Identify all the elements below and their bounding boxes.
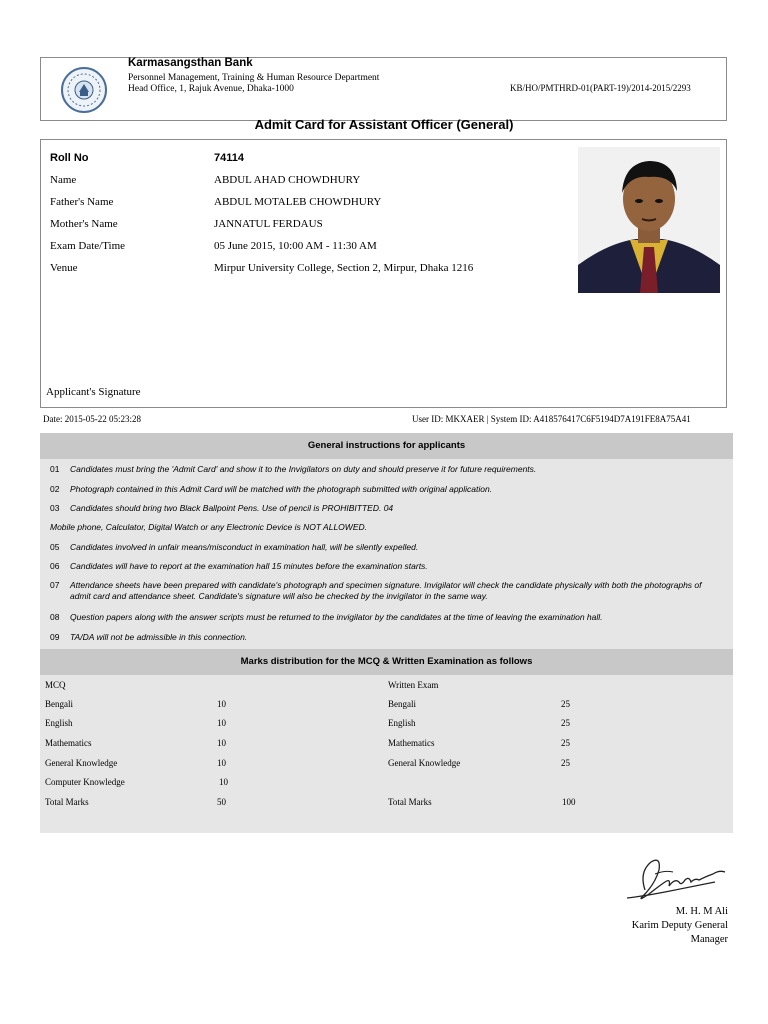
bank-name: Karmasangsthan Bank: [128, 57, 253, 69]
instruction-text: Attendance sheets have been prepared with candidate's photograph and specimen signature. Invigilator will check the candidate physically with both the photographs of admit card and attendance sheet. Candidate's signature will also be checked by the invigilator in the same way.: [70, 580, 702, 601]
mcq-title: MCQ: [45, 680, 66, 690]
reference-number: KB/HO/PMTHRD-01(PART-19)/2014-2015/2293: [510, 83, 691, 93]
instructions-heading: General instructions for applicants: [40, 433, 733, 459]
written-marks: 25: [561, 718, 570, 728]
instruction-text: Question papers along with the answer scripts must be returned to the invigilator by the candidates at the time of leaving the examination hall.: [70, 612, 603, 622]
instruction-text: TA/DA will not be admissible in this connection.: [70, 632, 248, 642]
mcq-marks: 10: [217, 699, 226, 709]
written-marks: 25: [561, 738, 570, 748]
instruction-text: Photograph contained in this Admit Card will be matched with the photograph submitted with original application.: [70, 484, 493, 494]
instruction-text: Candidates should bring two Black Ballpoint Pens. Use of pencil is PROHIBITTED. 04: [70, 503, 394, 513]
venue-value: Mirpur University College, Section 2, Mirpur, Dhaka 1216: [214, 262, 474, 274]
instruction-number: 03: [50, 503, 60, 513]
instruction-item: [50, 561, 720, 572]
instruction-number: 02: [50, 484, 60, 494]
officer-name: M. H. M Ali: [675, 906, 728, 917]
mcq-subject: Mathematics: [45, 738, 92, 748]
written-subject: General Knowledge: [388, 758, 461, 768]
mcq-subject: General Knowledge: [45, 758, 118, 768]
instruction-number: 05: [50, 542, 60, 552]
name-label: Name: [50, 174, 77, 186]
instruction-text: Mobile phone, Calculator, Digital Watch or any Electronic Device is NOT ALLOWED.: [50, 522, 367, 532]
instruction-item: [50, 484, 720, 495]
instruction-text: Candidates will have to report at the examination hall 15 minutes before the examination starts.: [70, 561, 428, 571]
written-marks: 25: [561, 699, 570, 709]
instruction-item: [50, 522, 720, 533]
mcq-marks: 10: [217, 758, 226, 768]
applicant-signature-label: Applicant's Signature: [46, 386, 141, 398]
exam-value: 05 June 2015, 10:00 AM - 11:30 AM: [214, 240, 377, 252]
instruction-item: [50, 580, 720, 602]
department-name: Personnel Management, Training & Human Resource Department: [128, 73, 380, 83]
mcq-marks: 10: [217, 738, 226, 748]
instruction-item: [50, 612, 720, 623]
written-marks: 25: [561, 758, 570, 768]
instruction-number: 06: [50, 561, 60, 571]
instruction-number: 07: [50, 580, 60, 590]
issue-date: Date: 2015-05-22 05:23:28: [43, 414, 141, 424]
written-subject: Total Marks: [388, 797, 432, 807]
exam-label: Exam Date/Time: [50, 240, 126, 252]
instruction-item: [50, 632, 720, 643]
marks-panel: [40, 675, 733, 833]
marks-heading: Marks distribution for the MCQ & Written Examination as follows: [40, 649, 733, 675]
instruction-number: 08: [50, 612, 60, 622]
mother-label: Mother's Name: [50, 218, 118, 230]
user-system-id: User ID: MKXAER | System ID: A418576417C6F5194D7A191FE8A75A41: [412, 414, 691, 424]
office-address: Head Office, 1, Rajuk Avenue, Dhaka-1000: [128, 84, 294, 94]
mcq-marks: 50: [217, 797, 226, 807]
applicant-photo: [578, 147, 720, 293]
roll-value: 74114: [214, 152, 244, 164]
mcq-marks: 10: [219, 777, 228, 787]
instruction-item: [50, 503, 720, 514]
mcq-subject: Bengali: [45, 699, 73, 709]
instruction-text: Candidates must bring the 'Admit Card' and show it to the Invigilators on duty and should preserve it for future requirements.: [70, 464, 537, 474]
written-subject: Bengali: [388, 699, 416, 709]
written-title: Written Exam: [388, 680, 439, 690]
officer-title-line2: Manager: [690, 934, 728, 945]
mcq-marks: 10: [217, 718, 226, 728]
mcq-subject: Computer Knowledge: [45, 777, 125, 787]
instruction-number: 01: [50, 464, 60, 474]
officer-title-line1: Karim Deputy General: [631, 920, 728, 931]
officer-signature: [615, 852, 730, 907]
bank-logo-icon: [60, 66, 108, 114]
mcq-subject: Total Marks: [45, 797, 89, 807]
mcq-subject: English: [45, 718, 73, 728]
venue-label: Venue: [50, 262, 78, 274]
instruction-number: 09: [50, 632, 60, 642]
instruction-item: [50, 542, 720, 553]
name-value: ABDUL AHAD CHOWDHURY: [214, 174, 361, 186]
written-subject: English: [388, 718, 416, 728]
written-subject: Mathematics: [388, 738, 435, 748]
card-title: Admit Card for Assistant Officer (General): [254, 117, 514, 132]
mother-value: JANNATUL FERDAUS: [214, 218, 323, 230]
written-marks: 100: [562, 797, 576, 807]
roll-label: Roll No: [50, 152, 89, 164]
father-label: Father's Name: [50, 196, 114, 208]
instruction-item: [50, 464, 720, 475]
father-value: ABDUL MOTALEB CHOWDHURY: [214, 196, 382, 208]
instruction-text: Candidates involved in unfair means/misconduct in examination hall, will be silently expelled.: [70, 542, 419, 552]
